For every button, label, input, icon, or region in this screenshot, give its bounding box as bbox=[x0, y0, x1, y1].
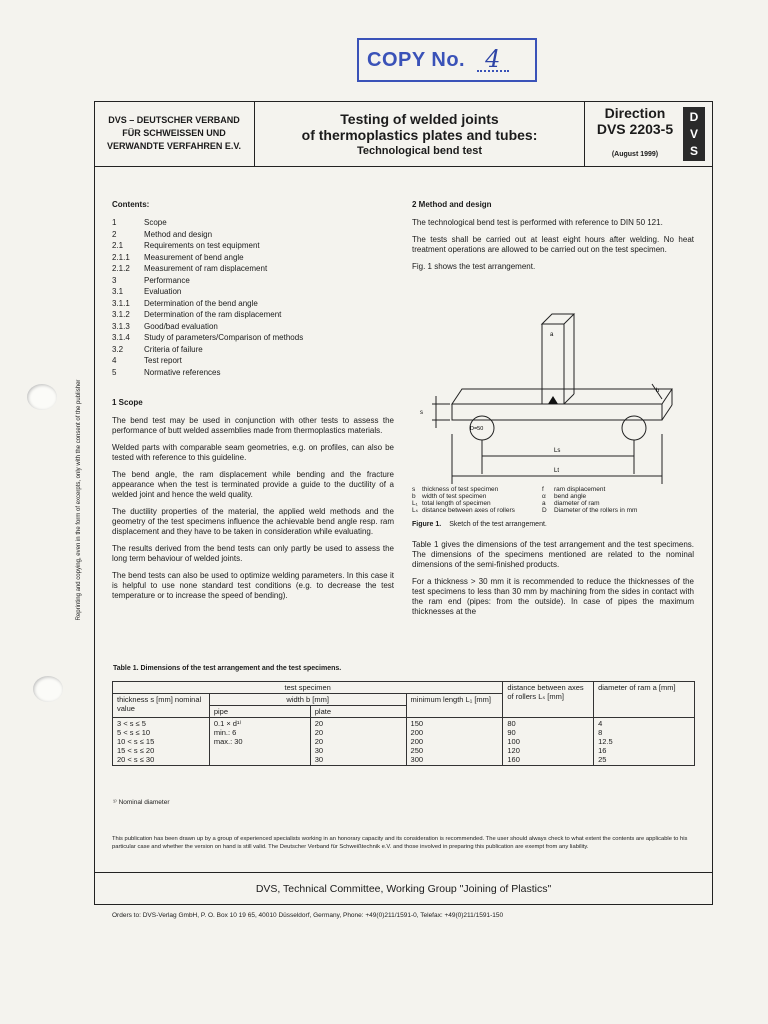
legend-symbol: f bbox=[542, 486, 544, 493]
toc-entry: Test report bbox=[144, 356, 182, 365]
method-text-continued bbox=[412, 540, 694, 617]
punch-hole bbox=[27, 384, 57, 410]
paragraph: The technological bend test is performed with reference to DIN 50 121. bbox=[412, 218, 663, 227]
direction-box bbox=[585, 101, 713, 166]
copy-stamp bbox=[357, 38, 537, 82]
table-value: 20 bbox=[314, 728, 324, 737]
toc-number: 5 bbox=[112, 367, 117, 377]
scope-text bbox=[112, 416, 394, 601]
direction-date: (August 1999) bbox=[611, 151, 659, 158]
left-column bbox=[112, 200, 394, 608]
table-cell-minlen bbox=[406, 718, 503, 766]
table-value: 80 bbox=[507, 719, 516, 728]
toc-number: 1 bbox=[112, 218, 117, 227]
toc-number: 2.1.1 bbox=[112, 252, 130, 262]
legend-symbol: b bbox=[412, 493, 416, 500]
committee-footer: DVS, Technical Committee, Working Group "Joining of Plastics" bbox=[94, 872, 713, 905]
table-value: 250 bbox=[410, 746, 424, 755]
paragraph: The bend test may be used in conjunction with other tests to assess the performance of butt welded assemblies made from thermoplastics materials. bbox=[112, 415, 394, 435]
table-value: min.: 6 bbox=[213, 728, 237, 737]
svg-text:b: b bbox=[656, 388, 660, 394]
table-value: 300 bbox=[410, 755, 424, 764]
toc-entry: Performance bbox=[144, 275, 190, 285]
toc-entry: Requirements on test equipment bbox=[144, 241, 260, 250]
legend-symbol: a bbox=[542, 500, 546, 507]
table-cell-thickness bbox=[113, 718, 210, 766]
legend-text: width of test specimen bbox=[422, 493, 487, 500]
table-value: 20 bbox=[314, 737, 324, 746]
table-value: 15 < s ≤ 20 bbox=[117, 746, 155, 755]
paragraph: The results derived from the bend tests can only partly be used to assess the long term behaviour of welded joints. bbox=[112, 543, 394, 563]
svg-text:Lt: Lt bbox=[554, 468, 560, 474]
legend-text: thickness of test specimen bbox=[422, 486, 499, 493]
org-name bbox=[94, 101, 255, 166]
table-cell-plate bbox=[310, 718, 406, 766]
toc-entry: Normative references bbox=[144, 367, 221, 377]
title-subtitle: Technological bend test bbox=[356, 144, 483, 157]
table-header-diameter: diameter of ram a [mm] bbox=[594, 682, 695, 718]
paragraph: For a thickness > 30 mm it is recommended to reduce the thicknesses of the test specimens to less than 30 mm by machining from the sides in contact with the ram end (pipes: from the outside). In case of pipes the maximum thicknesses at the bbox=[412, 577, 694, 616]
table-header-plate: plate bbox=[310, 706, 406, 718]
table-value: 10 < s ≤ 15 bbox=[117, 737, 155, 746]
legend-text: distance between axes of rollers bbox=[422, 507, 515, 514]
toc-number: 3.1 bbox=[112, 287, 124, 296]
svg-text:Ls: Ls bbox=[554, 448, 561, 454]
table-value: 5 < s ≤ 10 bbox=[117, 728, 151, 737]
document-title bbox=[255, 101, 585, 166]
table-footnote: ¹⁾ Nominal diameter bbox=[113, 799, 170, 806]
org-line: FÜR SCHWEISSEN UND bbox=[122, 128, 226, 138]
toc-number: 2.1.2 bbox=[112, 264, 130, 273]
table-value: 120 bbox=[507, 746, 520, 755]
table-value: 16 bbox=[598, 746, 607, 755]
table-value: 90 bbox=[507, 728, 516, 737]
logo-letter: D bbox=[689, 110, 699, 125]
table-cell-pipe bbox=[209, 718, 310, 766]
method-text bbox=[412, 218, 694, 272]
legend-text: diameter of ram bbox=[554, 500, 600, 507]
paragraph: Welded parts with comparable seam geometries, e.g. on profiles, can also be tested with reference to this guideline. bbox=[112, 442, 394, 462]
orders-line: Orders to: DVS-Verlag GmbH, P. O. Box 10 19 65, 40010 Düsseldorf, Germany, Phone: +49(0)211/1591-0, Telefax: +49(0)211/1591-150 bbox=[112, 912, 504, 919]
logo-letter: S bbox=[689, 143, 698, 158]
table-value: 100 bbox=[507, 737, 520, 746]
paragraph: The bend tests can also be used to optimize welding parameters. In this case it is helpful to use none standard test conditions (e.g. to decrease the test temperature or to increase the speed of bending). bbox=[112, 570, 394, 600]
table-header-distance: distance between axes of rollers Lₛ [mm] bbox=[503, 682, 594, 718]
logo-letter: V bbox=[689, 126, 698, 141]
table-cell-diameter bbox=[594, 718, 695, 766]
ram-top bbox=[542, 314, 574, 324]
legend-symbol: s bbox=[412, 486, 416, 493]
legend-text: ram displacement bbox=[554, 486, 606, 493]
toc-entry: Method and design bbox=[144, 229, 213, 239]
table-value: 20 < s ≤ 30 bbox=[117, 755, 155, 764]
table-value: 160 bbox=[507, 755, 520, 764]
table-value: 20 bbox=[314, 719, 324, 728]
specimen-front bbox=[452, 404, 662, 420]
table-value: 8 bbox=[598, 728, 603, 737]
toc-number: 4 bbox=[112, 356, 117, 365]
direction-code: DVS 2203-5 bbox=[596, 121, 674, 137]
toc-number: 3.1.3 bbox=[112, 321, 130, 331]
figure-caption-label: Figure 1. bbox=[412, 521, 442, 528]
stamp-label: COPY No. bbox=[367, 48, 466, 71]
table-value: 30 bbox=[314, 755, 324, 764]
toc-entry: Criteria of failure bbox=[144, 344, 203, 354]
figure-legend bbox=[412, 486, 694, 514]
legend-symbol: L₁ bbox=[412, 500, 418, 507]
org-line: VERWANDTE VERFAHREN E.V. bbox=[106, 141, 242, 151]
toc-number: 3.1.2 bbox=[112, 310, 130, 319]
table-of-contents bbox=[112, 218, 394, 378]
scope-heading: 1 Scope bbox=[112, 397, 143, 407]
table-value: max.: 30 bbox=[213, 737, 243, 746]
direction-label bbox=[585, 105, 685, 137]
toc-number: 3 bbox=[112, 275, 117, 285]
table-caption: Table 1. Dimensions of the test arrangement and the test specimens. bbox=[113, 665, 342, 672]
table-value: 200 bbox=[410, 737, 424, 746]
table-header-pipe: pipe bbox=[209, 706, 310, 718]
toc-entry: Measurement of ram displacement bbox=[144, 264, 268, 273]
table-header-width: width b [mm] bbox=[209, 694, 406, 706]
toc-entry: Study of parameters/Comparison of methods bbox=[144, 333, 304, 342]
svg-text:a: a bbox=[550, 332, 554, 338]
punch-hole bbox=[33, 676, 63, 702]
legend-text: bend angle bbox=[554, 493, 587, 500]
dvs-logo bbox=[683, 107, 705, 161]
paragraph: The bend angle, the ram displacement while bending and the fracture appearance when the test is terminated provide a guide to the ductility of a welded joint and hence the weld quality. bbox=[112, 469, 394, 499]
title-line: Testing of welded joints bbox=[340, 110, 499, 127]
right-column bbox=[412, 200, 694, 624]
specimen-top bbox=[452, 389, 672, 404]
document-header bbox=[94, 101, 713, 167]
paragraph: Fig. 1 shows the test arrangement. bbox=[412, 262, 536, 271]
table-value: 0.1 × d¹⁾ bbox=[213, 719, 242, 728]
toc-entry: Determination of the ram displacement bbox=[144, 310, 282, 319]
org-line: DVS – DEUTSCHER VERBAND bbox=[108, 115, 240, 125]
paragraph: The tests shall be carried out at least eight hours after welding. No heat treatment operations are allowed to be carried out on the test specimen. bbox=[412, 235, 694, 254]
stamp-number: 4 bbox=[477, 48, 509, 72]
toc-number: 3.1.4 bbox=[112, 333, 130, 342]
table-value: 12.5 bbox=[598, 737, 613, 746]
toc-number: 3.2 bbox=[112, 344, 124, 354]
paragraph: The ductility properties of the material, the applied weld methods and the geometry of the test specimens influence the achievable bend angle resp. ram displacement and they have to be taken in consideration while evaluating. bbox=[112, 506, 394, 536]
legend-text: Diameter of the rollers in mm bbox=[554, 507, 638, 514]
method-heading: 2 Method and design bbox=[412, 200, 492, 209]
dimensions-table bbox=[112, 681, 695, 766]
table-value: 3 < s ≤ 5 bbox=[117, 719, 146, 728]
table-value: 30 bbox=[314, 746, 324, 755]
table-header-test-specimen: test specimen bbox=[113, 682, 503, 694]
toc-number: 3.1.1 bbox=[112, 298, 130, 308]
contents-heading: Contents: bbox=[112, 200, 150, 209]
svg-text:s: s bbox=[420, 410, 423, 416]
table-cell-distance bbox=[503, 718, 594, 766]
table-header-thickness: thickness s [mm] nominal value bbox=[113, 694, 210, 718]
figure-test-arrangement bbox=[412, 284, 694, 484]
toc-entry: Good/bad evaluation bbox=[144, 321, 218, 331]
svg-text:D=50: D=50 bbox=[470, 426, 484, 432]
toc-entry: Determination of the bend angle bbox=[144, 298, 258, 308]
figure-caption bbox=[412, 520, 694, 530]
toc-entry: Evaluation bbox=[144, 287, 182, 296]
legend-symbol: α bbox=[542, 493, 546, 500]
toc-number: 2 bbox=[112, 229, 117, 239]
table-value: 150 bbox=[410, 719, 424, 728]
legend-symbol: D bbox=[542, 507, 547, 514]
bend-test-sketch bbox=[412, 284, 694, 484]
direction-text: Direction bbox=[604, 105, 666, 121]
table-value: 25 bbox=[598, 755, 607, 764]
table-value: 200 bbox=[410, 728, 424, 737]
legend-text: total length of specimen bbox=[422, 500, 491, 507]
disclaimer-text: This publication has been drawn up by a group of experienced specialists working in an honorary capacity and its consideration is recommended. The user should always check to what extent the contents are applicable to his particular case and whether the version on hand is still valid. The Deutscher Verband für Schweißtechnik e.V. and those involved in preparing this publication are exempt from any liability. bbox=[112, 836, 688, 850]
toc-entry: Measurement of bend angle bbox=[144, 252, 244, 262]
figure-caption-text: Sketch of the test arrangement. bbox=[449, 521, 547, 528]
legend-symbol: Lₛ bbox=[412, 507, 419, 514]
table-value: 4 bbox=[598, 719, 603, 728]
toc-entry: Scope bbox=[144, 218, 167, 227]
toc-number: 2.1 bbox=[112, 241, 124, 250]
title-line: of thermoplastics plates and tubes: bbox=[301, 126, 538, 143]
paragraph: Table 1 gives the dimensions of the test arrangement and the test specimens. The dimensions of the specimens mentioned are related to the nominal dimensions of the semi-finished products. bbox=[412, 540, 694, 569]
table-header-minlen: minimum length L₁ [mm] bbox=[406, 694, 503, 718]
table-row bbox=[113, 718, 695, 766]
